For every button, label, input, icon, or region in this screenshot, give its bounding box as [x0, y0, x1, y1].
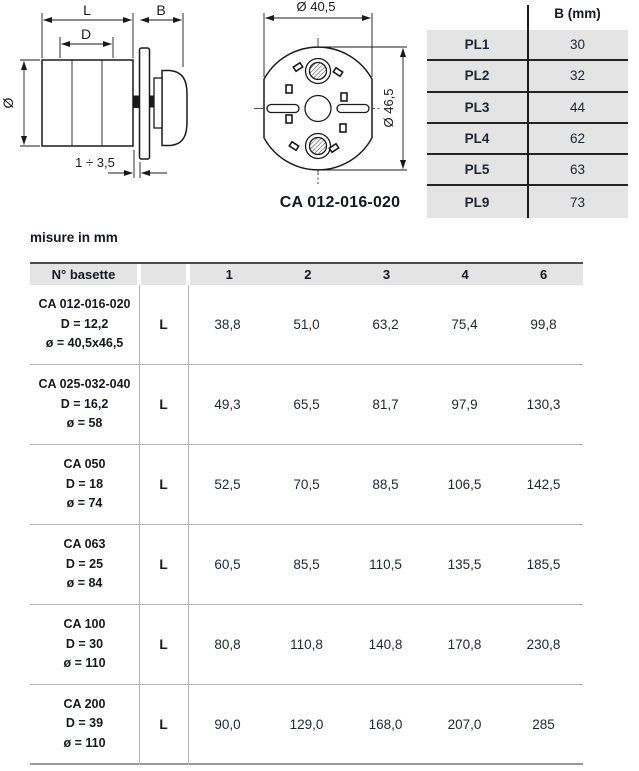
series-name: CA 050 — [63, 457, 106, 472]
series-d: D = 25 — [65, 556, 104, 571]
pl-b-value: 62 — [569, 131, 586, 147]
value-cell: 97,9 — [451, 397, 478, 412]
value-cell: 38,8 — [214, 317, 241, 332]
series-cell — [30, 525, 139, 604]
value-cell: 185,5 — [526, 557, 561, 572]
value-cell: 106,5 — [447, 477, 482, 492]
l-cell: L — [159, 477, 168, 492]
value-cell: 130,3 — [526, 397, 561, 412]
col-header-3: 3 — [382, 267, 391, 282]
front-view-drawing — [230, 0, 440, 190]
value-cell: 75,4 — [451, 317, 478, 332]
l-cell: L — [159, 716, 168, 732]
value-cell: 80,8 — [214, 637, 241, 652]
l-cell: L — [159, 637, 168, 652]
l-cell: L — [159, 397, 168, 412]
col-header-6: 6 — [540, 267, 548, 282]
value-cell: 99,8 — [530, 317, 557, 332]
series-name: CA 012-016-020 — [38, 297, 131, 312]
pl-code: PL3 — [464, 99, 490, 115]
table-header-row — [30, 262, 583, 285]
value-cell: 142,5 — [526, 477, 561, 492]
series-cell — [30, 685, 139, 763]
value-cell: 170,8 — [447, 637, 482, 652]
col-header-2: 2 — [304, 267, 312, 282]
col-header-l — [141, 264, 186, 285]
pl-code: PL1 — [464, 37, 490, 53]
value-cell: 110,8 — [290, 637, 323, 652]
units-note: misure in mm — [30, 230, 118, 245]
col-headers-poles — [190, 264, 583, 285]
l-cell: L — [159, 557, 168, 572]
series-dia: ø = 74 — [66, 496, 103, 511]
value-cell: 110,5 — [369, 557, 402, 572]
value-cell: 207,0 — [447, 716, 482, 732]
pl-b-value: 63 — [569, 162, 586, 178]
pl-table-divider — [527, 5, 529, 218]
pl-code: PL4 — [464, 131, 490, 147]
center-hole — [305, 96, 331, 122]
series-dia: ø = 84 — [66, 576, 103, 591]
dim-label-diameter: Ø — [0, 97, 16, 109]
pl-code: PL5 — [464, 162, 490, 178]
value-cell: 60,5 — [214, 557, 241, 572]
value-cell: 49,3 — [214, 397, 241, 412]
series-dia: ø = 110 — [63, 735, 106, 750]
series-d: D = 12,2 — [60, 316, 109, 331]
value-cell: 63,2 — [372, 317, 399, 332]
dim-label-gap: 1 ÷ 3,5 — [75, 155, 115, 170]
series-dia: ø = 58 — [66, 416, 103, 431]
pl-b-value: 32 — [569, 68, 586, 84]
value-cell: 81,7 — [372, 397, 399, 412]
dim-label-B: B — [156, 2, 166, 18]
value-cell: 168,0 — [368, 716, 403, 732]
table-body — [30, 285, 583, 765]
value-cell: 135,5 — [447, 557, 482, 572]
value-cell: 230,8 — [526, 637, 561, 652]
table-row — [30, 685, 583, 765]
table-row — [30, 525, 583, 605]
table-row — [30, 285, 583, 365]
series-name: CA 200 — [63, 696, 106, 711]
value-cell: 90,0 — [214, 716, 241, 732]
value-cell: 65,5 — [293, 397, 320, 412]
series-name: CA 025-032-040 — [38, 377, 131, 392]
front-view-caption: CA 012-016-020 — [279, 194, 401, 211]
col-header-basette: N° basette — [30, 264, 137, 285]
column-divider — [188, 285, 189, 765]
value-cell: 52,5 — [214, 477, 241, 492]
series-cell — [30, 605, 139, 684]
table-row — [30, 365, 583, 445]
value-cell: 285 — [532, 716, 555, 732]
series-name: CA 100 — [63, 617, 106, 632]
pl-b-table — [427, 0, 628, 218]
dim-label-width: Ø 40,5 — [296, 0, 336, 14]
pl-b-value: 44 — [569, 99, 586, 115]
series-cell — [30, 445, 139, 524]
series-d: D = 39 — [65, 716, 104, 731]
side-view-drawing — [0, 0, 200, 190]
series-dia: ø = 110 — [63, 656, 106, 671]
pl-b-value: 73 — [569, 194, 586, 210]
table-row — [30, 445, 583, 525]
series-cell — [30, 365, 139, 444]
pl-b-value: 30 — [569, 37, 586, 53]
handle-knob — [162, 71, 187, 146]
value-cell: 85,5 — [293, 557, 320, 572]
series-dia: ø = 40,5x46,5 — [45, 336, 124, 351]
dim-label-height: Ø 46,5 — [381, 88, 396, 128]
fixing-boss-top — [306, 59, 331, 84]
value-cell: 70,5 — [293, 477, 320, 492]
series-cell — [30, 285, 139, 364]
value-cell: 140,8 — [368, 637, 403, 652]
column-divider — [139, 285, 140, 765]
col-header-4: 4 — [461, 267, 469, 282]
series-d: D = 18 — [65, 476, 104, 491]
series-d: D = 30 — [65, 636, 104, 651]
pl-code: PL9 — [464, 194, 490, 210]
fixing-boss-bottom — [306, 134, 331, 159]
switch-body — [42, 60, 133, 146]
table-row — [30, 605, 583, 685]
dim-label-D: D — [80, 26, 92, 42]
value-cell: 51,0 — [293, 317, 320, 332]
series-name: CA 063 — [63, 537, 106, 552]
value-cell: 129,0 — [289, 716, 324, 732]
l-cell: L — [159, 317, 168, 332]
dimensions-table — [30, 262, 583, 765]
dim-label-L: L — [83, 2, 91, 18]
front-flange — [140, 48, 150, 159]
value-cell: 88,5 — [372, 477, 399, 492]
series-d: D = 16,2 — [60, 396, 109, 411]
col-header-1: 1 — [225, 267, 233, 282]
pl-code: PL2 — [464, 68, 490, 84]
pl-table-header: B (mm) — [554, 6, 601, 21]
